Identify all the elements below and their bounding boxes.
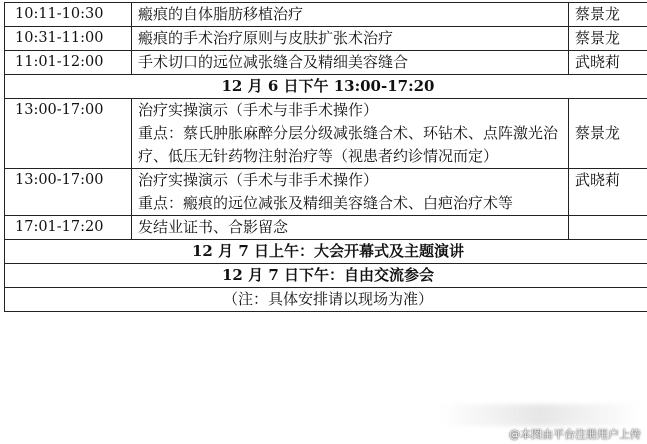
speaker-cell [569, 216, 647, 240]
speaker-cell: 蔡景龙 [569, 99, 647, 169]
section-header-row [5, 240, 647, 264]
upload-watermark: @本图由平台注册用户上传 [509, 428, 641, 441]
topic-line: 治疗实操演示（手术与非手术操作） [138, 171, 379, 189]
table-row [5, 3, 647, 27]
table-row [5, 27, 647, 51]
speaker-cell: 蔡景龙 [569, 3, 647, 27]
topic-cell [132, 169, 569, 216]
section-header-dec6-pm: 12 月 6 日下午 13:00-17:20 [5, 75, 647, 99]
table-row [5, 99, 647, 169]
schedule-table [4, 2, 647, 312]
section-header-row [5, 75, 647, 99]
speaker-cell: 蔡景龙 [569, 27, 647, 51]
time-cell: 13:00-17:00 [5, 169, 132, 216]
topic-line: 治疗实操演示（手术与非手术操作） [138, 101, 379, 119]
section-header-dec7-pm: 12 月 7 日下午：自由交流参会 [5, 264, 647, 288]
time-cell: 10:31-11:00 [5, 27, 132, 51]
section-header-dec7-am: 12 月 7 日上午：大会开幕式及主题演讲 [5, 240, 647, 264]
section-header-row [5, 264, 647, 288]
topic-detail: 重点：蔡氏肿胀麻醉分层分级减张缝合术、环钻术、点阵激光治疗、低压无针药物注射治疗等（视患者约诊情况而定） [138, 124, 559, 165]
speaker-cell: 武晓莉 [569, 51, 647, 75]
time-cell: 10:11-10:30 [5, 3, 132, 27]
topic-cell: 瘢痕的手术治疗原则与皮肤扩张术治疗 [132, 27, 569, 51]
table-row [5, 51, 647, 75]
topic-detail: 重点：瘢痕的远位减张及精细美容缝合术、白疤治疗术等 [138, 194, 514, 212]
topic-cell [132, 99, 569, 169]
topic-cell: 手术切口的远位减张缝合及精细美容缝合 [132, 51, 569, 75]
topic-cell: 发结业证书、合影留念 [132, 216, 569, 240]
note-text: （注：具体安排请以现场为准） [5, 288, 647, 312]
time-cell: 11:01-12:00 [5, 51, 132, 75]
speaker-cell: 武晓莉 [569, 169, 647, 216]
topic-cell: 瘢痕的自体脂肪移植治疗 [132, 3, 569, 27]
note-row [5, 288, 647, 312]
blurred-watermark-overlay [440, 404, 640, 426]
time-cell: 13:00-17:00 [5, 99, 132, 169]
time-cell: 17:01-17:20 [5, 216, 132, 240]
table-row [5, 216, 647, 240]
table-row [5, 169, 647, 216]
